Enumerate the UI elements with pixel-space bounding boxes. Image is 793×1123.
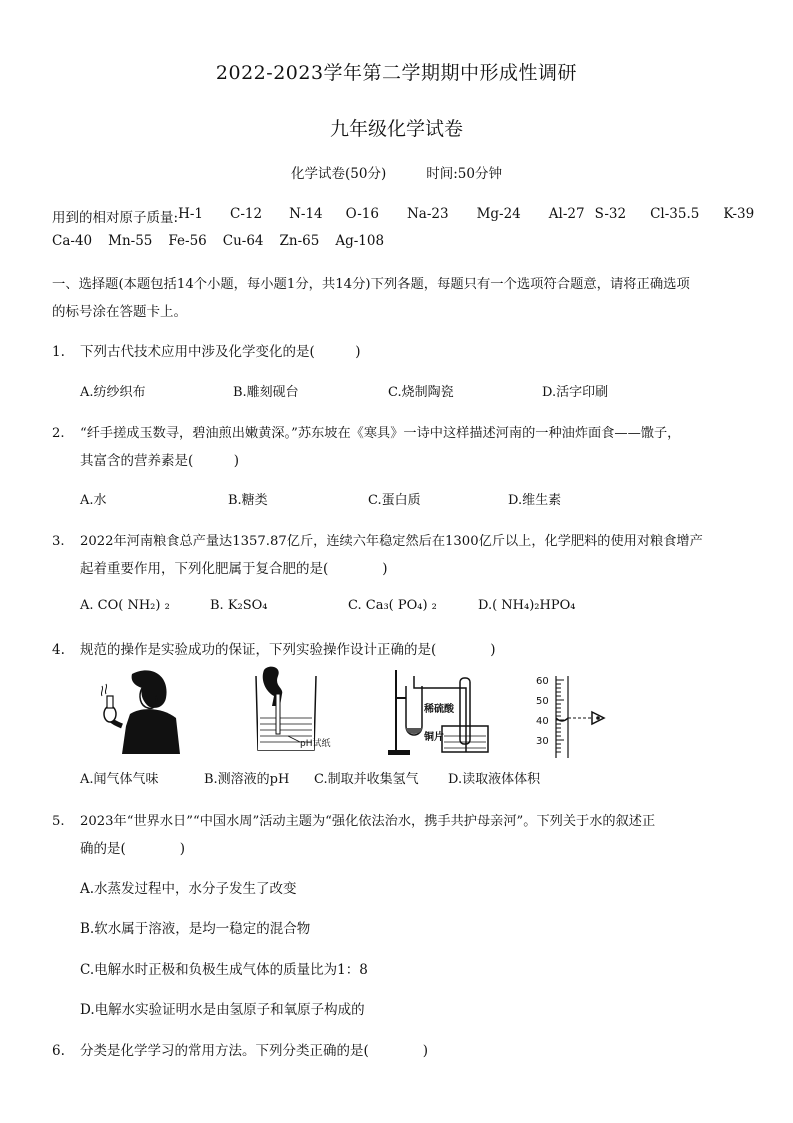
atomic-mass: Na-23 <box>406 206 449 222</box>
section-instructions-line2: 的标号涂在答题卡上。 <box>52 304 187 320</box>
option-b[interactable]: B.软水属于溶液，是均一稳定的混合物 <box>80 921 311 937</box>
option-d[interactable]: D.电解水实验证明水是由氢原子和氧原子构成的 <box>80 1002 365 1018</box>
atomic-mass: K-39 <box>723 206 755 222</box>
option-a[interactable]: A.水 <box>80 493 107 508</box>
atomic-mass: Cl-35.5 <box>650 206 700 222</box>
atomic-masses-label: 用到的相对原子质量: <box>52 210 179 226</box>
question-number: 5. <box>52 814 65 829</box>
option-d[interactable]: D.读取液体体积 <box>448 772 541 787</box>
atomic-mass: Fe-56 <box>168 233 207 249</box>
atomic-masses-row2 <box>52 233 384 249</box>
figure-hydrogen-apparatus <box>384 666 494 758</box>
cyl-tick-label: 60 <box>536 676 549 687</box>
atomic-mass: Cu-64 <box>222 233 264 249</box>
option-c[interactable]: C.电解水时正极和负极生成气体的质量比为1：8 <box>80 962 368 978</box>
option-d[interactable]: D.维生素 <box>508 493 562 508</box>
question-4 <box>52 638 496 658</box>
question-1 <box>52 340 361 360</box>
option-d[interactable]: D.活字印刷 <box>542 385 609 400</box>
atomic-mass: Ag-108 <box>335 233 385 249</box>
atomic-masses-row1 <box>52 206 754 226</box>
ph-paper-label: pH试纸 <box>300 739 331 749</box>
option-a[interactable]: A.闻气体气味 <box>80 772 159 787</box>
section-instructions-line1: 一、选择题(本题包括14个小题，每小题1分，共14分)下列各题，每题只有一个选项符合题意，请将正确选项 <box>52 277 690 292</box>
question-text: 2022年河南粮食总产量达1357.87亿斤，连续六年稳定然后在1300亿斤以上，化学肥料的使用对粮食增产 <box>80 534 703 549</box>
question-number: 6. <box>52 1043 65 1059</box>
question-6 <box>52 1039 428 1059</box>
figure-graduated-cylinder <box>532 676 622 758</box>
atomic-mass: C-12 <box>230 206 263 222</box>
figure-ph-test <box>238 666 348 758</box>
atomic-mass: Zn-65 <box>279 233 320 249</box>
cyl-tick-label: 30 <box>536 736 549 747</box>
question-text: 分类是化学学习的常用方法。下列分类正确的是( ) <box>80 1043 429 1059</box>
option-a[interactable]: A.水蒸发过程中，水分子发生了改变 <box>80 881 297 897</box>
atomic-mass: Ca-40 <box>52 233 93 249</box>
question-2-line2: 其富含的营养素是( ) <box>80 453 240 469</box>
question-number: 2. <box>52 426 65 441</box>
atomic-mass: O-16 <box>345 206 379 222</box>
question-text: 规范的操作是实验成功的保证，下列实验操作设计正确的是( ) <box>80 642 496 658</box>
atomic-mass: N-14 <box>289 206 323 222</box>
option-b[interactable]: B.测溶液的pH <box>204 772 290 787</box>
question-number: 1. <box>52 344 65 360</box>
option-c[interactable]: C. Ca₃( PO₄) ₂ <box>348 598 437 613</box>
option-b[interactable]: B.糖类 <box>228 493 268 508</box>
question-2 <box>52 422 680 441</box>
option-b[interactable]: B. K₂SO₄ <box>210 598 268 613</box>
question-text: 下列古代技术应用中涉及化学变化的是( ) <box>80 344 361 360</box>
cyl-tick-label: 50 <box>536 696 549 707</box>
atomic-mass: S-32 <box>594 206 627 222</box>
meta-score: 化学试卷(50分) <box>291 166 387 182</box>
question-number: 4. <box>52 642 65 658</box>
question-number: 3. <box>52 534 65 549</box>
option-b[interactable]: B.雕刻砚台 <box>233 385 299 400</box>
atomic-mass: Mn-55 <box>108 233 153 249</box>
dilute-acid-label: 稀硫酸 <box>424 704 454 715</box>
exam-title: 2022-2023学年第二学期期中形成性调研 <box>215 62 578 84</box>
option-c[interactable]: C.烧制陶瓷 <box>388 385 454 400</box>
atomic-mass: H-1 <box>178 206 203 222</box>
question-3-line2: 起着重要作用，下列化肥属于复合肥的是( ) <box>80 561 388 577</box>
copper-label: 铜片 <box>424 732 444 743</box>
question-text: “纤手搓成玉数寻，碧油煎出嫩黄深。”苏东坡在《寒具》一诗中这样描述河南的一种油炸面食——馓子， <box>80 426 681 441</box>
meta-time: 时间:50分钟 <box>426 166 502 182</box>
cyl-tick-label: 40 <box>536 716 549 727</box>
question-text: 2023年“世界水日”“中国水周”活动主题为“强化依法治水，携手共护母亲河”。下列关于水的叙述正 <box>80 814 656 829</box>
option-a[interactable]: A.纺纱织布 <box>80 385 146 400</box>
figure-smell-gas <box>92 666 202 756</box>
option-a[interactable]: A. CO( NH₂) ₂ <box>80 598 170 613</box>
option-c[interactable]: C.制取并收集氢气 <box>314 772 419 787</box>
atomic-mass: Al-27 <box>548 206 585 222</box>
exam-subtitle: 九年级化学试卷 <box>329 118 463 140</box>
option-d[interactable]: D.( NH₄)₂HPO₄ <box>478 598 576 613</box>
atomic-mass: Mg-24 <box>476 206 521 222</box>
option-c[interactable]: C.蛋白质 <box>368 493 421 508</box>
question-5-line2: 确的是( ) <box>80 841 186 857</box>
question-3 <box>52 530 703 549</box>
question-5 <box>52 810 655 829</box>
exam-meta <box>0 162 793 182</box>
